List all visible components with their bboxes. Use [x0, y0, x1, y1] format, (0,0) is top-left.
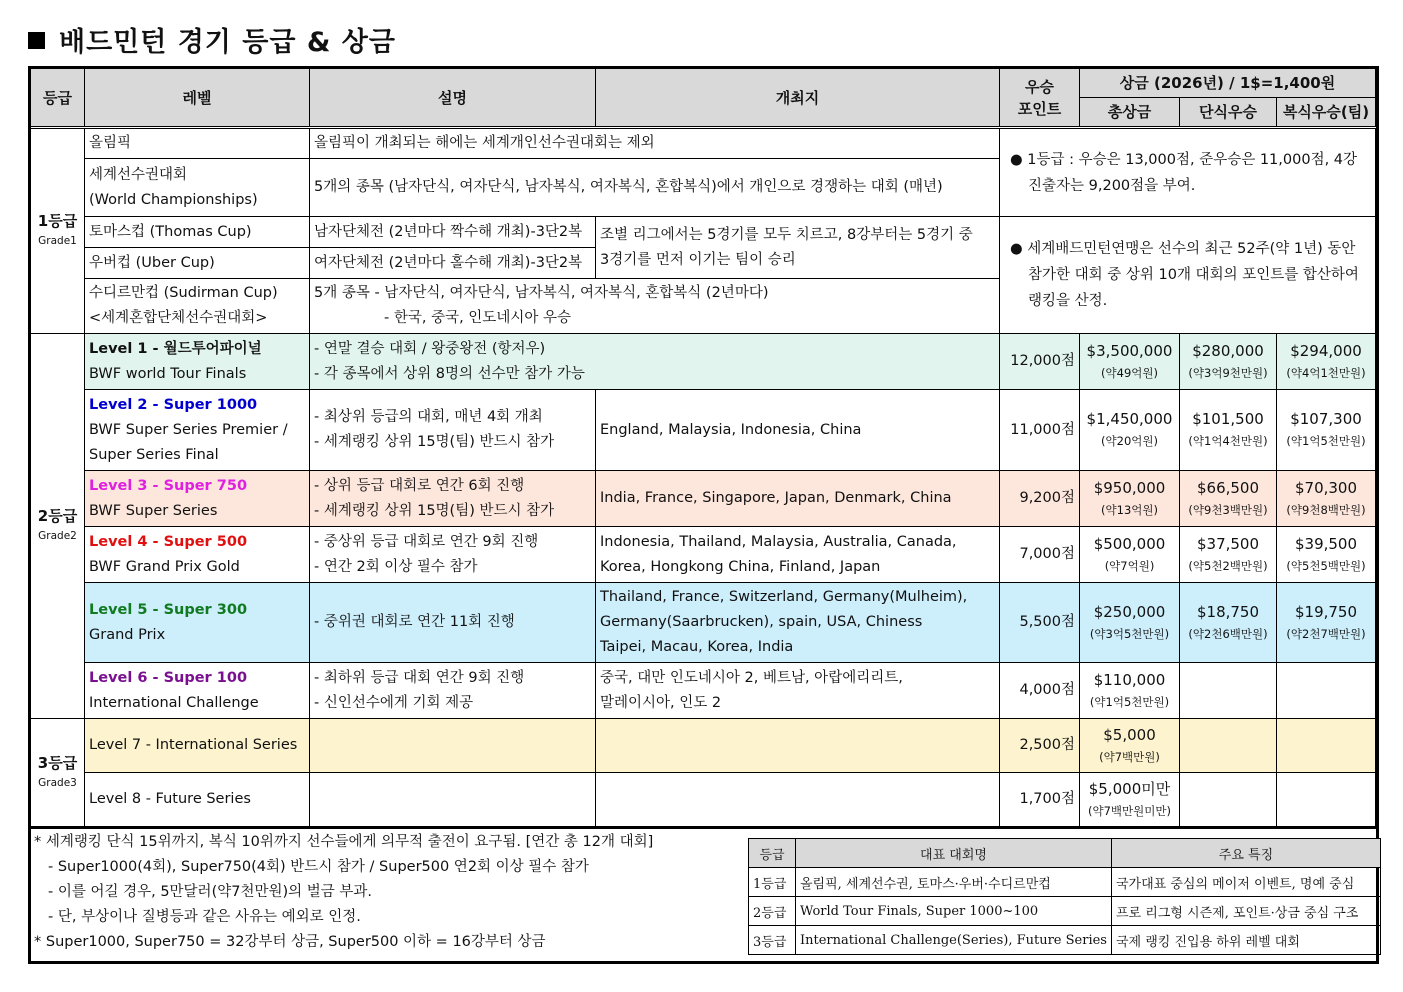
grade1-desc-thomas: 남자단체전 (2년마다 짝수해 개최)-3단2복: [310, 217, 596, 248]
level6-prize-total: $110,000 (약1억5천만원): [1080, 663, 1180, 719]
level8-description: [310, 773, 596, 827]
level5-prize-singles: $18,750 (약2천6백만원): [1180, 583, 1277, 663]
footnote: * Super1000, Super750 = 32강부터 상금, Super500 이하 = 16강부터 상금: [34, 934, 546, 950]
level4-points: 7,000점: [1000, 527, 1080, 583]
level4-prize-total: $500,000 (약7억원): [1080, 527, 1180, 583]
level7-venue: [596, 719, 1000, 773]
level8-prize-total: $5,000미만 (약7백만원미만): [1080, 773, 1180, 827]
grade1-ranking-note: ● 세계배드민턴연맹은 선수의 최근 52주(약 1년) 동안 참가한 대회 중 상위 10개 대회의 포인트를 합산하여 랭킹을 산정.: [1000, 217, 1376, 334]
level2-points: 11,000점: [1000, 390, 1080, 471]
level2-prize-doubles: $107,300 (약1억5천만원): [1277, 390, 1376, 471]
grade1-desc-worlds: 5개의 종목 (남자단식, 여자단식, 남자복식, 여자복식, 혼합복식)에서 개인으로 경쟁하는 대회 (매년): [310, 159, 1000, 217]
grade1-team-format: 조별 리그에서는 5경기를 모두 치르고, 8강부터는 5경기 중 3경기를 먼저 이기는 팀이 승리: [596, 217, 1000, 279]
level6-venue: 중국, 대만 인도네시아 2, 베트남, 아랍에리리트, 말레이시아, 인도 2: [596, 663, 1000, 719]
summary-header-features: 주요 특징: [1111, 839, 1380, 868]
level1-points: 12,000점: [1000, 334, 1080, 390]
page-title: 배드민턴 경기 등급 & 상금: [28, 20, 396, 59]
table-bottom-border: [28, 826, 1379, 829]
level2-description: - 최상위 등급의 대회, 매년 4회 개최 - 세계랭킹 상위 15명(팀) 반드시 참가: [310, 390, 596, 471]
level3-points: 9,200점: [1000, 471, 1080, 527]
level4-venue: Indonesia, Thailand, Malaysia, Australia, Canada, Korea, Hongkong China, Finland, Japan: [596, 527, 1000, 583]
level8-title-cell: Level 8 - Future Series: [85, 773, 310, 827]
grade1-desc-uber: 여자단체전 (2년마다 홀수해 개최)-3단2복: [310, 248, 596, 279]
level5-prize-total: $250,000 (약3억5천만원): [1080, 583, 1180, 663]
header-level: 레벨: [85, 69, 310, 127]
table-row: 1등급 올림픽, 세계선수권, 토마스·우버·수디르만컵 국가대표 중심의 메이저 이벤트, 명예 중심: [749, 868, 1381, 897]
grade1-level-uber: 우버컵 (Uber Cup): [85, 248, 310, 279]
table-row: 2등급 World Tour Finals, Super 1000~100 프로 리그형 시즌제, 포인트·상금 중심 구조: [749, 897, 1381, 926]
level4-prize-doubles: $39,500 (약5천5백만원): [1277, 527, 1376, 583]
level1-prize-doubles: $294,000 (약4억1천만원): [1277, 334, 1376, 390]
footnotes: [34, 830, 653, 955]
footnote: - 이를 어길 경우, 5만달러(약7천만원)의 벌금 부과.: [48, 884, 372, 900]
header-prize-total: 총상금: [1080, 98, 1180, 127]
footnote: * 세계랭킹 단식 15위까지, 복식 10위까지 선수들에게 의무적 출전이 요구됨. [연간 총 12개 대회]: [34, 834, 654, 850]
level8-venue: [596, 773, 1000, 827]
grade1-desc-olympics: 올림픽이 개최되는 해에는 세계개인선수권대회는 제외: [310, 129, 1000, 159]
level3-title-cell: Level 3 - Super 750 BWF Super Series: [85, 471, 310, 527]
level1-title-cell: Level 1 - 월드투어파이널 BWF world Tour Finals: [85, 334, 310, 390]
level3-prize-total: $950,000 (약13억원): [1080, 471, 1180, 527]
header-prize-singles: 단식우승: [1180, 98, 1277, 127]
grade1-level-worlds: 세계선수권대회 (World Championships): [85, 159, 310, 217]
level8-prize-doubles: [1277, 773, 1376, 827]
level2-venue: England, Malaysia, Indonesia, China: [596, 390, 1000, 471]
level7-prize-total: $5,000 (약7백만원): [1080, 719, 1180, 773]
level3-prize-singles: $66,500 (약9천3백만원): [1180, 471, 1277, 527]
level6-description: - 최하위 등급 대회 연간 9회 진행 - 신인선수에게 기회 제공: [310, 663, 596, 719]
level1-description: - 연말 결승 대회 / 왕중왕전 (항저우) - 각 종목에서 상위 8명의 선수만 참가 가능: [310, 334, 1000, 390]
level3-prize-doubles: $70,300 (약9천8백만원): [1277, 471, 1376, 527]
table-row: 3등급 International Challenge(Series), Future Series 국제 랭킹 진입용 하위 레벨 대회: [749, 926, 1381, 955]
level4-prize-singles: $37,500 (약5천2백만원): [1180, 527, 1277, 583]
level8-points: 1,700점: [1000, 773, 1080, 827]
footnote: - 단, 부상이나 질병등과 같은 사유는 예외로 인정.: [48, 909, 361, 925]
grade1-level-sudirman: 수디르만컵 (Sudirman Cup) <세계혼합단체선수권대회>: [85, 279, 310, 334]
header-venue: 개최지: [596, 69, 1000, 127]
level5-prize-doubles: $19,750 (약2천7백만원): [1277, 583, 1376, 663]
grade3-cell: 3등급 Grade3: [31, 719, 85, 827]
level4-description: - 중상위 등급 대회로 연간 9회 진행 - 연간 2회 이상 필수 참가: [310, 527, 596, 583]
summary-table: [748, 838, 1381, 955]
grade1-desc-sudirman: 5개 종목 - 남자단식, 여자단식, 남자복식, 여자복식, 혼합복식 (2년마다) - 한국, 중국, 인도네시아 우승: [310, 279, 1000, 334]
level2-prize-singles: $101,500 (약1억4천만원): [1180, 390, 1277, 471]
summary-header-grade: 등급: [749, 839, 796, 868]
level5-points: 5,500점: [1000, 583, 1080, 663]
level6-prize-doubles: [1277, 663, 1376, 719]
grade1-level-olympics: 올림픽: [85, 129, 310, 159]
summary-header-row: [749, 839, 1381, 868]
header-prize-group: 상금 (2026년) / 1$=1,400원: [1080, 69, 1376, 98]
header-points: 우승 포인트: [1000, 69, 1080, 127]
summary-header-events: 대표 대회명: [796, 839, 1112, 868]
level1-prize-singles: $280,000 (약3억9천만원): [1180, 334, 1277, 390]
header-grade: 등급: [31, 69, 85, 127]
level4-title-cell: Level 4 - Super 500 BWF Grand Prix Gold: [85, 527, 310, 583]
level7-title-cell: Level 7 - International Series: [85, 719, 310, 773]
header-prize-doubles: 복식우승(팀): [1277, 98, 1376, 127]
footnote: - Super1000(4회), Super750(4회) 반드시 참가 / Super500 연2회 이상 필수 참가: [48, 859, 589, 875]
square-bullet-icon: [28, 32, 45, 49]
level6-points: 4,000점: [1000, 663, 1080, 719]
grade1-level-thomas: 토마스컵 (Thomas Cup): [85, 217, 310, 248]
grade1-cell: 1등급 Grade1: [31, 129, 85, 334]
level3-venue: India, France, Singapore, Japan, Denmark, China: [596, 471, 1000, 527]
level5-title-cell: Level 5 - Super 300 Grand Prix: [85, 583, 310, 663]
level7-description: [310, 719, 596, 773]
level5-venue: Thailand, France, Switzerland, Germany(Mulheim), Germany(Saarbrucken), spain, USA, Chiness Taipei, Macau, Korea, India: [596, 583, 1000, 663]
level8-prize-singles: [1180, 773, 1277, 827]
level5-description: - 중위권 대회로 연간 11회 진행: [310, 583, 596, 663]
level2-prize-total: $1,450,000 (약20억원): [1080, 390, 1180, 471]
level7-prize-doubles: [1277, 719, 1376, 773]
header-description: 설명: [310, 69, 596, 127]
level6-title-cell: Level 6 - Super 100 International Challenge: [85, 663, 310, 719]
level7-points: 2,500점: [1000, 719, 1080, 773]
level2-title-cell: Level 2 - Super 1000 BWF Super Series Premier / Super Series Final: [85, 390, 310, 471]
grade2-cell: 2등급 Grade2: [31, 334, 85, 719]
grade1-points-note: ● 1등급 : 우승은 13,000점, 준우승은 11,000점, 4강 진출자는 9,200점을 부여.: [1000, 129, 1376, 217]
level7-prize-singles: [1180, 719, 1277, 773]
level1-prize-total: $3,500,000 (약49억원): [1080, 334, 1180, 390]
level6-prize-singles: [1180, 663, 1277, 719]
level3-description: - 상위 등급 대회로 연간 6회 진행 - 세계랭킹 상위 15명(팀) 반드시 참가: [310, 471, 596, 527]
